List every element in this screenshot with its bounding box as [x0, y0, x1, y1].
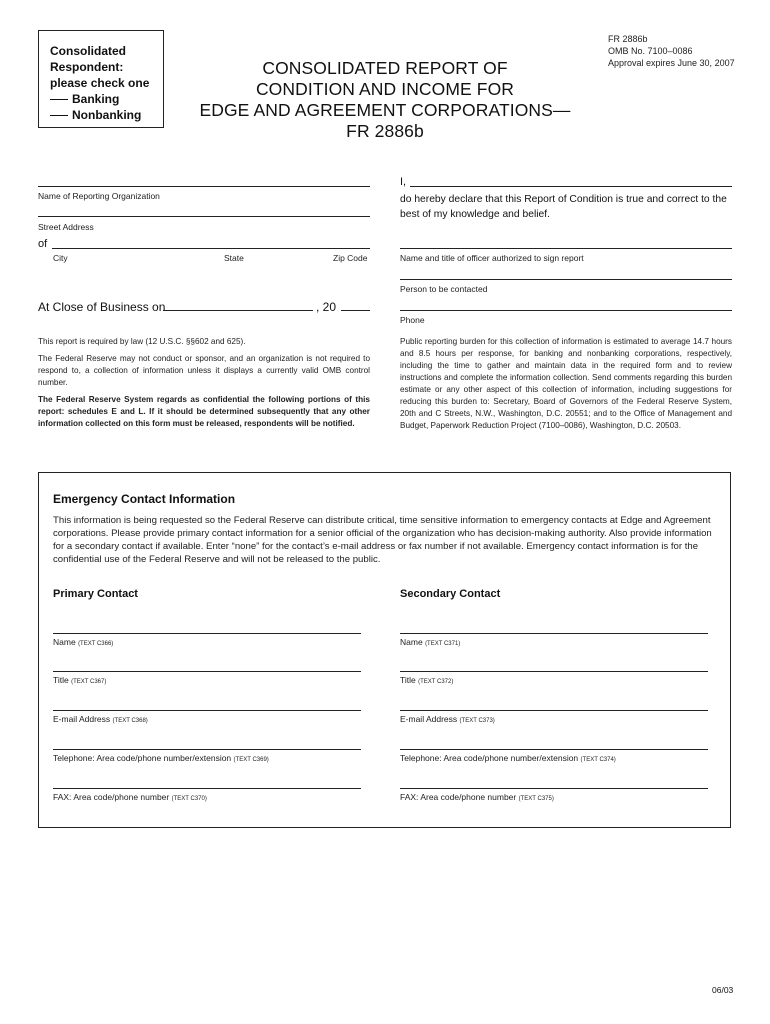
- footer-date: 06/03: [712, 985, 734, 995]
- title-line-3: EDGE AND AGREEMENT CORPORATIONS—: [199, 100, 571, 120]
- declarant-i: I,: [400, 176, 407, 188]
- declaration-text: do hereby declare that this Report of Condition is true and correct to the best of my knowledge and belief.: [400, 194, 727, 220]
- close-date-line[interactable]: [163, 310, 313, 311]
- emergency-body: This information is being requested so the Federal Reserve can distribute critical, time sensitive information to emergency contacts at Edge and Agreement corporations. Please provide primary contact information for a senior official of the organization who has decision-making authority. Also provide information for a secondary contact if available. Enter “none” for the contact’s e-mail address or fax number if not available. Emergency contact information is for the confidential use of the Federal Reserve and will not be released to the public.: [53, 515, 712, 565]
- close-of-business-label: At Close of Business on: [38, 300, 166, 314]
- primary-title-line[interactable]: [53, 671, 361, 672]
- city-label: City: [53, 253, 68, 263]
- burden-notice: Public reporting burden for this collection of information is estimated to average 14.7 hours and 8.5 hours per response, for banking and nonbanking corporations, respectively, including the time to gather and maintain data in the required form and to review instructions and complete the information collection. Send comments regarding this burden estimate or any other aspect of this collection of information, including suggestions for reducing this burden to: Secretary, Board of Governors of the Federal Reserve System, 20th and C Streets, N.W., Washington, D.C. 20551; and to the Office of Management and Budget, Paperwork Reduction Project (7100–0086), Washington, D.C. 20503.: [400, 337, 732, 430]
- emergency-title: Emergency Contact Information: [53, 492, 236, 506]
- year-prefix: , 20: [316, 300, 337, 314]
- contact-person-line[interactable]: [400, 279, 732, 280]
- primary-fax-line[interactable]: [53, 788, 361, 789]
- street-label: Street Address: [38, 222, 94, 232]
- page-title: [190, 58, 580, 142]
- contact-person-label: Person to be contacted: [400, 284, 488, 294]
- secondary-title-line[interactable]: [400, 671, 708, 672]
- org-name-label: Name of Reporting Organization: [38, 191, 160, 201]
- nonbanking-label: Nonbanking: [72, 108, 142, 122]
- banking-option[interactable]: [50, 91, 163, 107]
- banking-checkline[interactable]: [50, 99, 68, 100]
- secondary-phone-line[interactable]: [400, 749, 708, 750]
- omb-notice: The Federal Reserve may not conduct or sponsor, and an organization is not required to respond to, a collection of information unless it displays a currently valid OMB control number.: [38, 354, 370, 387]
- title-line-1: CONSOLIDATED REPORT OF: [262, 58, 508, 78]
- officer-line[interactable]: [400, 248, 732, 249]
- of-label: of: [38, 238, 48, 250]
- omb-number: OMB No. 7100–0086: [608, 46, 693, 56]
- secondary-phone-label: Telephone: Area code/phone number/extension (TEXT C374): [400, 753, 616, 763]
- street-line[interactable]: [38, 216, 370, 217]
- primary-name-label: Name (TEXT C366): [53, 637, 114, 647]
- secondary-contact-heading: Secondary Contact: [400, 588, 501, 600]
- secondary-email-label: E-mail Address (TEXT C373): [400, 714, 495, 724]
- year-line[interactable]: [341, 310, 370, 311]
- primary-contact-heading: Primary Contact: [53, 588, 138, 600]
- nonbanking-checkline[interactable]: [50, 115, 68, 116]
- form-meta: [608, 33, 735, 69]
- respondent-type-box: [38, 30, 164, 128]
- nonbanking-option[interactable]: [50, 107, 163, 123]
- primary-phone-label: Telephone: Area code/phone number/extension (TEXT C369): [53, 753, 269, 763]
- primary-title-label: Title (TEXT C367): [53, 675, 107, 685]
- zip-label: Zip Code: [333, 253, 368, 263]
- secondary-fax-line[interactable]: [400, 788, 708, 789]
- title-line-4: FR 2886b: [346, 121, 424, 141]
- primary-email-line[interactable]: [53, 710, 361, 711]
- form-id: FR 2886b: [608, 34, 648, 44]
- phone-line[interactable]: [400, 310, 732, 311]
- declarant-name-line[interactable]: [410, 186, 732, 187]
- respondent-line-3: please check one: [50, 76, 150, 90]
- officer-label: Name and title of officer authorized to sign report: [400, 253, 584, 263]
- state-label: State: [224, 253, 244, 263]
- city-state-zip-line[interactable]: [52, 248, 370, 249]
- title-line-2: CONDITION AND INCOME FOR: [255, 79, 515, 99]
- confidential-notice: The Federal Reserve System regards as confidential the following portions of this report: schedules E and L. If it should be determined subsequently that any other information collected on this form must be released, respondents will be notified.: [38, 395, 370, 428]
- respondent-line-2: Respondent:: [50, 60, 124, 74]
- secondary-email-line[interactable]: [400, 710, 708, 711]
- secondary-fax-label: FAX: Area code/phone number (TEXT C375): [400, 792, 554, 802]
- primary-phone-line[interactable]: [53, 749, 361, 750]
- approval-expiry: Approval expires June 30, 2007: [608, 58, 735, 68]
- banking-label: Banking: [72, 92, 120, 106]
- law-notice: This report is required by law (12 U.S.C. §§602 and 625).: [38, 337, 246, 346]
- phone-label: Phone: [400, 315, 425, 325]
- primary-email-label: E-mail Address (TEXT C368): [53, 714, 148, 724]
- secondary-title-label: Title (TEXT C372): [400, 675, 454, 685]
- primary-fax-label: FAX: Area code/phone number (TEXT C370): [53, 792, 207, 802]
- respondent-line-1: Consolidated: [50, 44, 127, 58]
- primary-name-line[interactable]: [53, 633, 361, 634]
- secondary-name-line[interactable]: [400, 633, 708, 634]
- secondary-name-label: Name (TEXT C371): [400, 637, 461, 647]
- org-name-line[interactable]: [38, 186, 370, 187]
